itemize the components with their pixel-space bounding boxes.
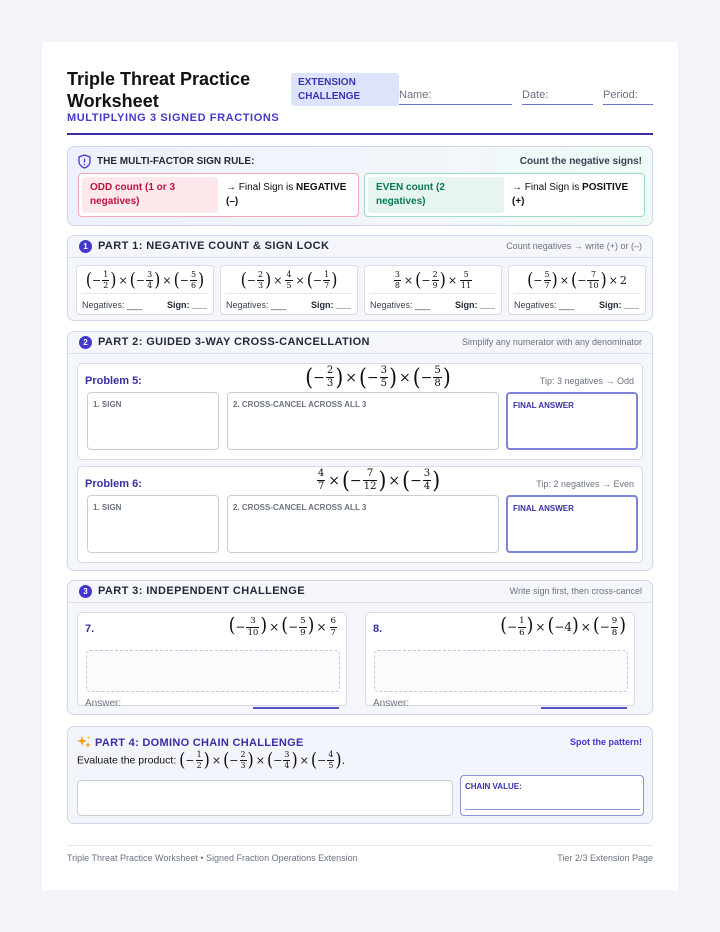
- problem-label: Problem 5:: [85, 375, 142, 387]
- odd-rule-tag: ODD count (1 or 3 negatives): [82, 177, 218, 213]
- problem-expression: (− $\frac{3}{10}$ ) × (− $\frac{5}{9}$ ) × $\frac{6}{7}$: [228, 614, 336, 638]
- part2-number: 2: [79, 336, 92, 349]
- problem-8-card: [365, 612, 635, 709]
- problem-tip: Tip: 2 negatives → Even: [536, 479, 634, 489]
- part2-section: [67, 331, 653, 571]
- part1-title: PART 1: NEGATIVE COUNT & SIGN LOCK: [98, 240, 330, 252]
- odd-rule-cell: [78, 173, 359, 217]
- part1-hint: Count negatives → write (+) or (–): [506, 241, 642, 251]
- part1-problem-card: [364, 265, 502, 315]
- problem-7-card: [77, 612, 347, 709]
- problem-number: 7.: [85, 623, 95, 635]
- problem-expression: $\frac{3}{8}$ × (− $\frac{2}{9}$ ) × $\frac{5}{11}$: [394, 268, 472, 291]
- cross-cancel-step-box[interactable]: 2. CROSS-CANCEL ACROSS ALL 3: [227, 495, 499, 553]
- part1-problem-card: [76, 265, 214, 315]
- date-field[interactable]: Date:: [522, 89, 593, 105]
- cross-cancel-step-box[interactable]: 2. CROSS-CANCEL ACROSS ALL 3: [227, 392, 499, 450]
- sign-blank[interactable]: Sign: ___: [454, 300, 495, 310]
- problem-number: 8.: [373, 623, 383, 635]
- work-area[interactable]: [374, 650, 628, 692]
- sign-step-box[interactable]: 1. SIGN: [87, 495, 219, 553]
- answer-label: Answer:: [85, 698, 122, 709]
- period-field[interactable]: Period:: [603, 89, 653, 105]
- header-divider: [67, 133, 653, 135]
- page-title: Triple Threat Practice Worksheet: [67, 69, 251, 111]
- part4-prompt: Evaluate the product: (− $\frac{1}{2}$ ) × (− $\frac{2}{3}$ ) × (− $\frac{3}{4}$ ) × (− $\frac{4}{5}$ ).: [77, 748, 346, 771]
- answer-label: Answer:: [373, 698, 410, 709]
- part3-hint: Write sign first, then cross-cancel: [509, 586, 642, 596]
- part1-header: [68, 236, 652, 258]
- sign-step-box[interactable]: 1. SIGN: [87, 392, 219, 450]
- part4-work-area[interactable]: [77, 780, 453, 816]
- work-area[interactable]: [86, 650, 340, 692]
- part4-hint: Spot the pattern!: [570, 737, 642, 747]
- negatives-blank[interactable]: Negatives: ___: [226, 300, 287, 310]
- sign-rule-box: [67, 146, 653, 226]
- problem-tip: Tip: 3 negatives → Odd: [539, 376, 634, 386]
- chain-value-box[interactable]: [460, 775, 644, 816]
- even-rule-cell: [364, 173, 645, 217]
- part2-title: PART 2: GUIDED 3-WAY CROSS-CANCELLATION: [98, 336, 370, 348]
- final-answer-box[interactable]: FINAL ANSWER: [506, 392, 638, 450]
- final-answer-box[interactable]: FINAL ANSWER: [506, 495, 638, 553]
- problem-label: Problem 6:: [85, 478, 142, 490]
- answer-line[interactable]: [253, 707, 339, 709]
- worksheet-page: [42, 42, 678, 890]
- even-rule-tag: EVEN count (2 negatives): [368, 177, 504, 213]
- part2-hint: Simplify any numerator with any denominator: [461, 337, 642, 347]
- footer-divider: [67, 845, 653, 846]
- part1-section: [67, 235, 653, 321]
- negatives-blank[interactable]: Negatives: ___: [370, 300, 431, 310]
- problem-6-card: [77, 466, 643, 563]
- shield-icon: [78, 154, 91, 169]
- answer-line[interactable]: [541, 707, 627, 709]
- odd-rule-result: → Final Sign is NEGATIVE (–): [226, 182, 347, 207]
- problem-expression: (− $\frac{2}{3}$ ) × $\frac{4}{5}$ × (− $\frac{1}{7}$ ): [240, 268, 338, 291]
- part4-section: [67, 726, 653, 824]
- part3-title: PART 3: INDEPENDENT CHALLENGE: [98, 585, 305, 597]
- part2-header: [68, 332, 652, 354]
- part1-problem-card: [508, 265, 646, 315]
- part3-header: [68, 581, 652, 603]
- sparkle-icon: [77, 735, 91, 749]
- extension-badge: EXTENSION CHALLENGE: [291, 73, 399, 106]
- problem-expression: $\frac{4}{7}$ ×(− $\frac{7}{12}$ ) ×(− $\frac{3}{4}$ ): [317, 466, 441, 495]
- even-rule-result: → Final Sign is POSITIVE (+): [512, 182, 629, 207]
- problem-5-card: [77, 363, 643, 460]
- chain-value-line: [465, 809, 640, 810]
- part1-number: 1: [79, 240, 92, 253]
- sign-rule-hint: Count the negative signs!: [519, 156, 642, 167]
- name-field[interactable]: Name:: [399, 89, 512, 105]
- problem-expression: (− $\frac{1}{6}$ ) × (−4) × (− $\frac{9}{8}$ ): [500, 614, 626, 638]
- negatives-blank[interactable]: Negatives: ___: [514, 300, 575, 310]
- sign-rule-heading: THE MULTI-FACTOR SIGN RULE:: [97, 156, 255, 167]
- sign-blank[interactable]: Sign: ___: [310, 300, 351, 310]
- chain-value-label: CHAIN VALUE:: [465, 782, 522, 791]
- problem-expression: (− $\frac{1}{2}$ ) × (− $\frac{3}{4}$ ) × (− $\frac{5}{6}$ ): [85, 268, 205, 291]
- sign-blank[interactable]: Sign: ___: [166, 300, 207, 310]
- sign-blank[interactable]: Sign: ___: [598, 300, 639, 310]
- page-subtitle: MULTIPLYING 3 SIGNED FRACTIONS: [67, 112, 280, 124]
- negatives-blank[interactable]: Negatives: ___: [82, 300, 143, 310]
- footer-right: Tier 2/3 Extension Page: [557, 853, 653, 863]
- problem-expression: (− $\frac{2}{3}$ ) ×(− $\frac{3}{5}$ ) ×(− $\frac{5}{8}$ ): [305, 363, 451, 392]
- footer-left: Triple Threat Practice Worksheet • Signed Fraction Operations Extension: [67, 853, 358, 863]
- problem-expression: (− $\frac{5}{7}$ ) × (− $\frac{7}{10}$ ) × 2: [527, 268, 627, 291]
- part4-title: PART 4: DOMINO CHAIN CHALLENGE: [95, 737, 304, 749]
- part3-section: [67, 580, 653, 715]
- part1-problem-card: [220, 265, 358, 315]
- part3-number: 3: [79, 585, 92, 598]
